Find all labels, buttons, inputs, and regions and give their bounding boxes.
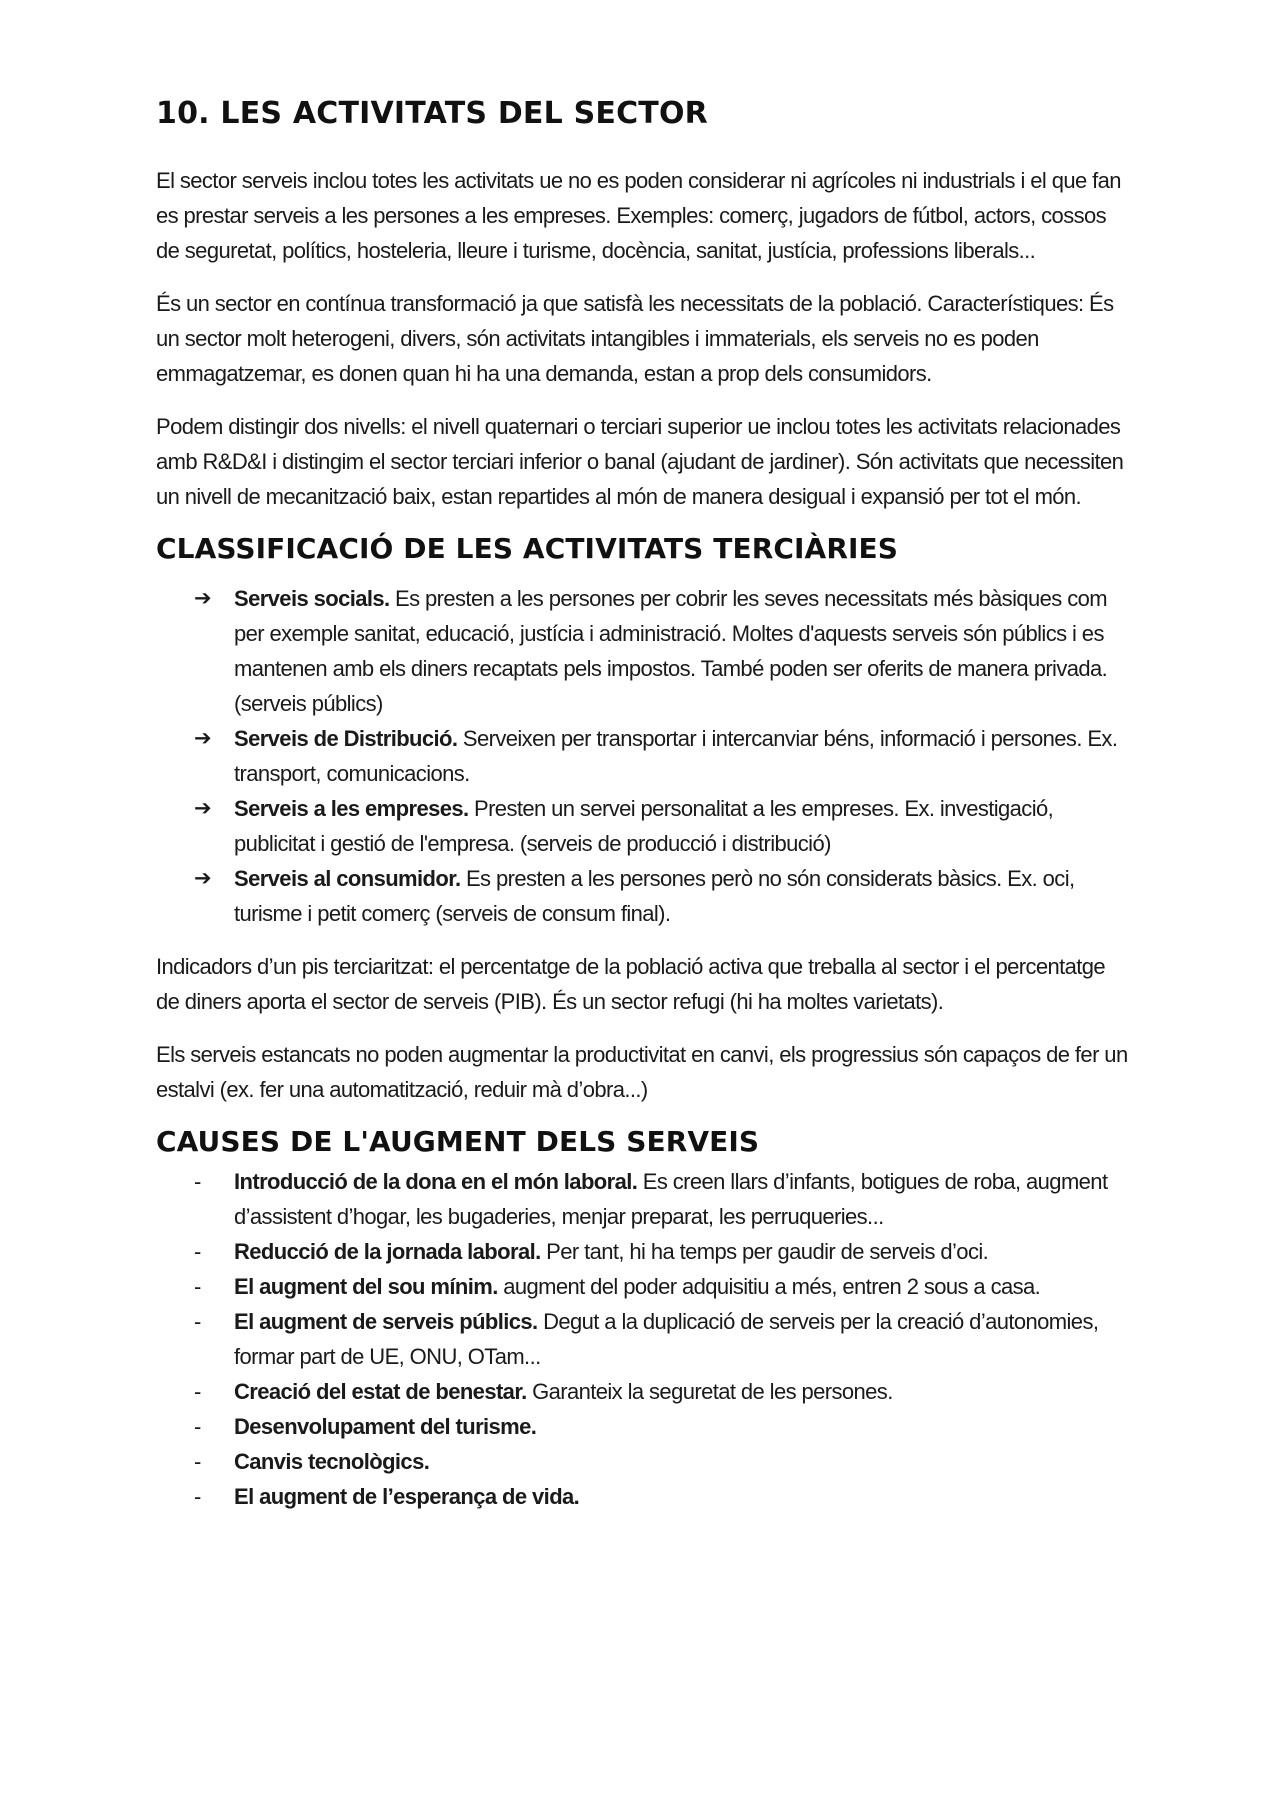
list-item xyxy=(156,861,1130,931)
classification-heading: CLASSIFICACIÓ DE LES ACTIVITATS TERCIÀRIES xyxy=(156,532,898,565)
item-text: Presten un servei personalitat a les empreses. Ex. investigació, publicitat i gestió de l'empresa. (serveis de producció i distribució) xyxy=(234,796,1054,856)
arrow-icon: ➔ xyxy=(194,727,211,750)
item-title: El augment de l’esperança de vida. xyxy=(234,1484,580,1509)
causes-heading: CAUSES DE L'AUGMENT DELS SERVEIS xyxy=(156,1125,760,1158)
item-title: Serveis de Distribució. xyxy=(234,726,458,751)
item-title: Desenvolupament del turisme. xyxy=(234,1414,537,1439)
item-text: Garanteix la seguretat de les persones. xyxy=(526,1379,893,1404)
item-title: Serveis socials. xyxy=(234,586,390,611)
page-title: 10. LES ACTIVITATS DEL SECTOR xyxy=(156,96,708,131)
dash-bullet: - xyxy=(194,1449,201,1474)
item-title: Creació del estat de benestar. xyxy=(234,1379,527,1404)
arrow-icon: ➔ xyxy=(194,797,211,820)
indicators-paragraph: Indicadors d’un pis terciaritzat: el percentatge de la població activa que treballa al sector i el percentatge de diners aporta el sector de serveis (PIB). És un sector refugi (hi ha moltes varietats). xyxy=(156,954,1106,1014)
item-text: Serveixen per transportar i intercanviar béns, informació i persones. Ex. transport, comunicacions. xyxy=(234,726,1118,786)
dash-bullet: - xyxy=(194,1274,201,1299)
dash-bullet: - xyxy=(194,1169,201,1194)
list-item xyxy=(156,1479,1130,1514)
item-title: Canvis tecnològics. xyxy=(234,1449,430,1474)
item-title: El augment de serveis públics. xyxy=(234,1309,538,1334)
list-item xyxy=(156,1164,1130,1234)
stagnant-services-paragraph: Els serveis estancats no poden augmentar la productivitat en canvi, els progressius són capaços de fer un estalvi (ex. fer una automatització, reduir mà d’obra...) xyxy=(156,1042,1128,1102)
item-text: Es creen llars d’infants, botigues de roba, augment d’assistent d’hogar, les bugaderies, menjar preparat, les perruqueries... xyxy=(234,1169,1108,1229)
list-item xyxy=(156,1269,1130,1304)
list-item xyxy=(156,721,1130,791)
dash-bullet: - xyxy=(194,1309,201,1334)
item-text: Degut a la duplicació de serveis per la creació d’autonomies, formar part de UE, ONU, OTam... xyxy=(234,1309,1099,1369)
item-text: Es presten a les persones per cobrir les seves necessitats més bàsiques com per exemple sanitat, educació, justícia i administració. Moltes d'aquests serveis són públics i es mantenen amb els diners recaptats pels impostos. També poden ser oferits de manera privada. (serveis públics) xyxy=(234,586,1108,716)
list-item xyxy=(156,1234,1130,1269)
item-title: Serveis al consumidor. xyxy=(234,866,461,891)
dash-bullet: - xyxy=(194,1414,201,1439)
item-title: Introducció de la dona en el món laboral. xyxy=(234,1169,638,1194)
intro-paragraph-1: El sector serveis inclou totes les activitats ue no es poden considerar ni agrícoles ni industrials i el que fan es prestar serveis a les persones a les empreses. Exemples: comerç, jugadors de fútbol, actors, cossos de seguretat, polítics, hosteleria, lleure i turisme, docència, sanitat, justícia, professions liberals... xyxy=(156,168,1121,263)
item-title: Reducció de la jornada laboral. xyxy=(234,1239,541,1264)
classification-list xyxy=(156,581,1130,931)
dash-bullet: - xyxy=(194,1239,201,1264)
list-item xyxy=(156,581,1130,721)
item-text: Per tant, hi ha temps per gaudir de serveis d’oci. xyxy=(540,1239,989,1264)
item-text: augment del poder adquisitiu a més, entren 2 sous a casa. xyxy=(497,1274,1041,1299)
list-item xyxy=(156,1374,1130,1409)
list-item xyxy=(156,1444,1130,1479)
list-item xyxy=(156,1409,1130,1444)
list-item xyxy=(156,791,1130,861)
item-title: El augment del sou mínim. xyxy=(234,1274,498,1299)
dash-bullet: - xyxy=(194,1379,201,1404)
arrow-icon: ➔ xyxy=(194,867,211,890)
list-item xyxy=(156,1304,1130,1374)
dash-bullet: - xyxy=(194,1484,201,1509)
intro-paragraph-2: És un sector en contínua transformació ja que satisfà les necessitats de la població. Característiques: És un sector molt heterogeni, divers, són activitats intangibles i immaterials, els serveis no es poden emmagatzemar, es donen quan hi ha una demanda, estan a prop dels consumidors. xyxy=(156,291,1114,386)
item-title: Serveis a les empreses. xyxy=(234,796,469,821)
arrow-icon: ➔ xyxy=(194,587,211,610)
causes-list xyxy=(156,1164,1130,1514)
intro-paragraph-3: Podem distingir dos nivells: el nivell quaternari o terciari superior ue inclou totes les activitats relacionades amb R&D&I i distingim el sector terciari inferior o banal (ajudant de jardiner). Són activitats que necessiten un nivell de mecanització baix, estan repartides al món de manera desigual i expansió per tot el món. xyxy=(156,414,1124,509)
item-text: Es presten a les persones però no són considerats bàsics. Ex. oci, turisme i petit comerç (serveis de consum final). xyxy=(234,866,1075,926)
